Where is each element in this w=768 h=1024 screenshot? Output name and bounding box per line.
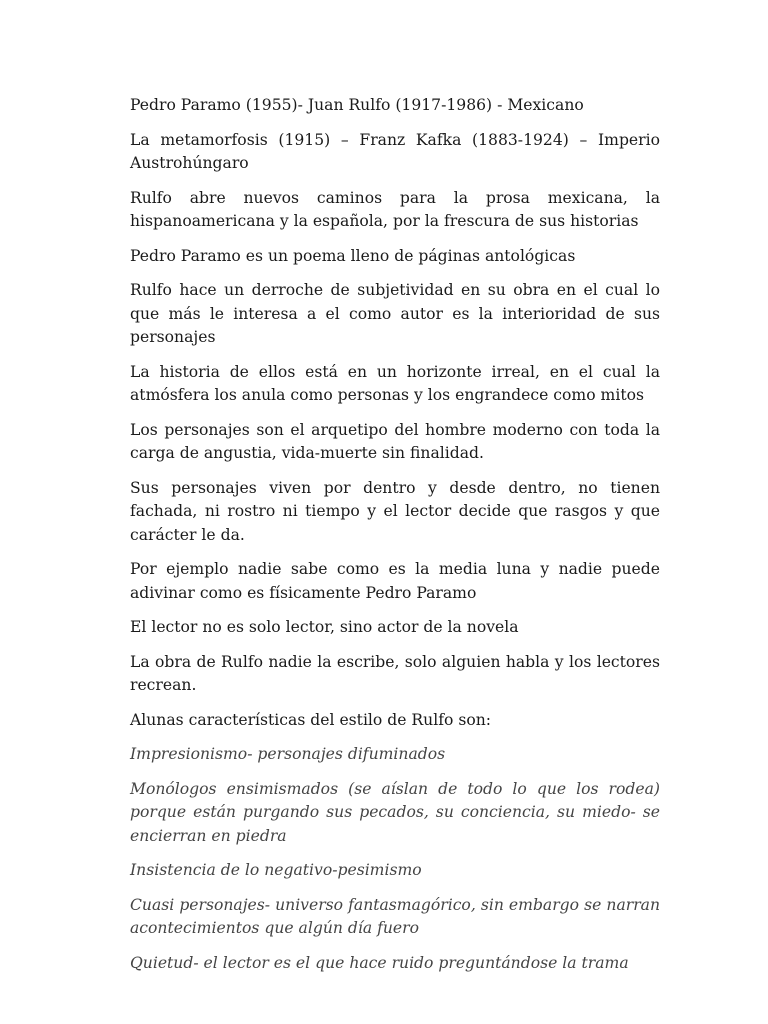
document-page	[130, 94, 660, 986]
paragraph-rulfo-caminos: Rulfo abre nuevos caminos para la prosa mexicana, la hispanoamericana y la española, por la frescura de sus historias	[130, 188, 660, 230]
paragraph-arquetipo: Los personajes son el arquetipo del hombre moderno con toda la carga de angustia, vida-muerte sin finalidad.	[130, 420, 660, 462]
paragraph-media-luna: Por ejemplo nadie sabe como es la media luna y nadie puede adivinar como es físicamente Pedro Paramo	[130, 560, 660, 602]
feature-cuasi-personajes: Cuasi personajes- universo fantasmagórico, sin embargo se narran acontecimientos que algún día fuero	[130, 895, 660, 937]
feature-negativo: Insistencia de lo negativo-pesimismo	[130, 861, 422, 879]
paragraph-caracteristicas-heading: Alunas características del estilo de Rulfo son:	[130, 710, 492, 729]
feature-impresionismo: Impresionismo- personajes difuminados	[130, 745, 446, 763]
paragraph-viven-por-dentro: Sus personajes viven por dentro y desde dentro, no tienen fachada, ni rostro ni tiempo y el lector decide que rasgos y que carácter le da.	[130, 478, 660, 544]
feature-monologos: Monólogos ensimismados (se aíslan de todo lo que los rodea) porque están purgando sus pecados, su conciencia, su miedo- se encierran en piedra	[130, 779, 660, 845]
paragraph-metamorfosis: La metamorfosis (1915) – Franz Kafka (1883-1924) – Imperio Austrohúngaro	[130, 130, 660, 172]
paragraph-lector-actor: El lector no es solo lector, sino actor de la novela	[130, 618, 519, 636]
paragraph-subjetividad: Rulfo hace un derroche de subjetividad en su obra en el cual lo que más le interesa a el como autor es la interioridad de sus personajes	[130, 281, 660, 346]
paragraph-title-pedro-paramo: Pedro Paramo (1955)- Juan Rulfo (1917-1986) - Mexicano	[130, 96, 584, 114]
feature-quietud: Quietud- el lector es el que hace ruido preguntándose la trama	[130, 953, 629, 972]
paragraph-horizonte-irreal: La historia de ellos está en un horizonte irreal, en el cual la atmósfera los anula como personas y los engrandece como mitos	[130, 362, 660, 404]
paragraph-poema: Pedro Paramo es un poema lleno de páginas antológicas	[130, 246, 576, 265]
paragraph-nadie-escribe: La obra de Rulfo nadie la escribe, solo alguien habla y los lectores recrean.	[130, 652, 660, 694]
